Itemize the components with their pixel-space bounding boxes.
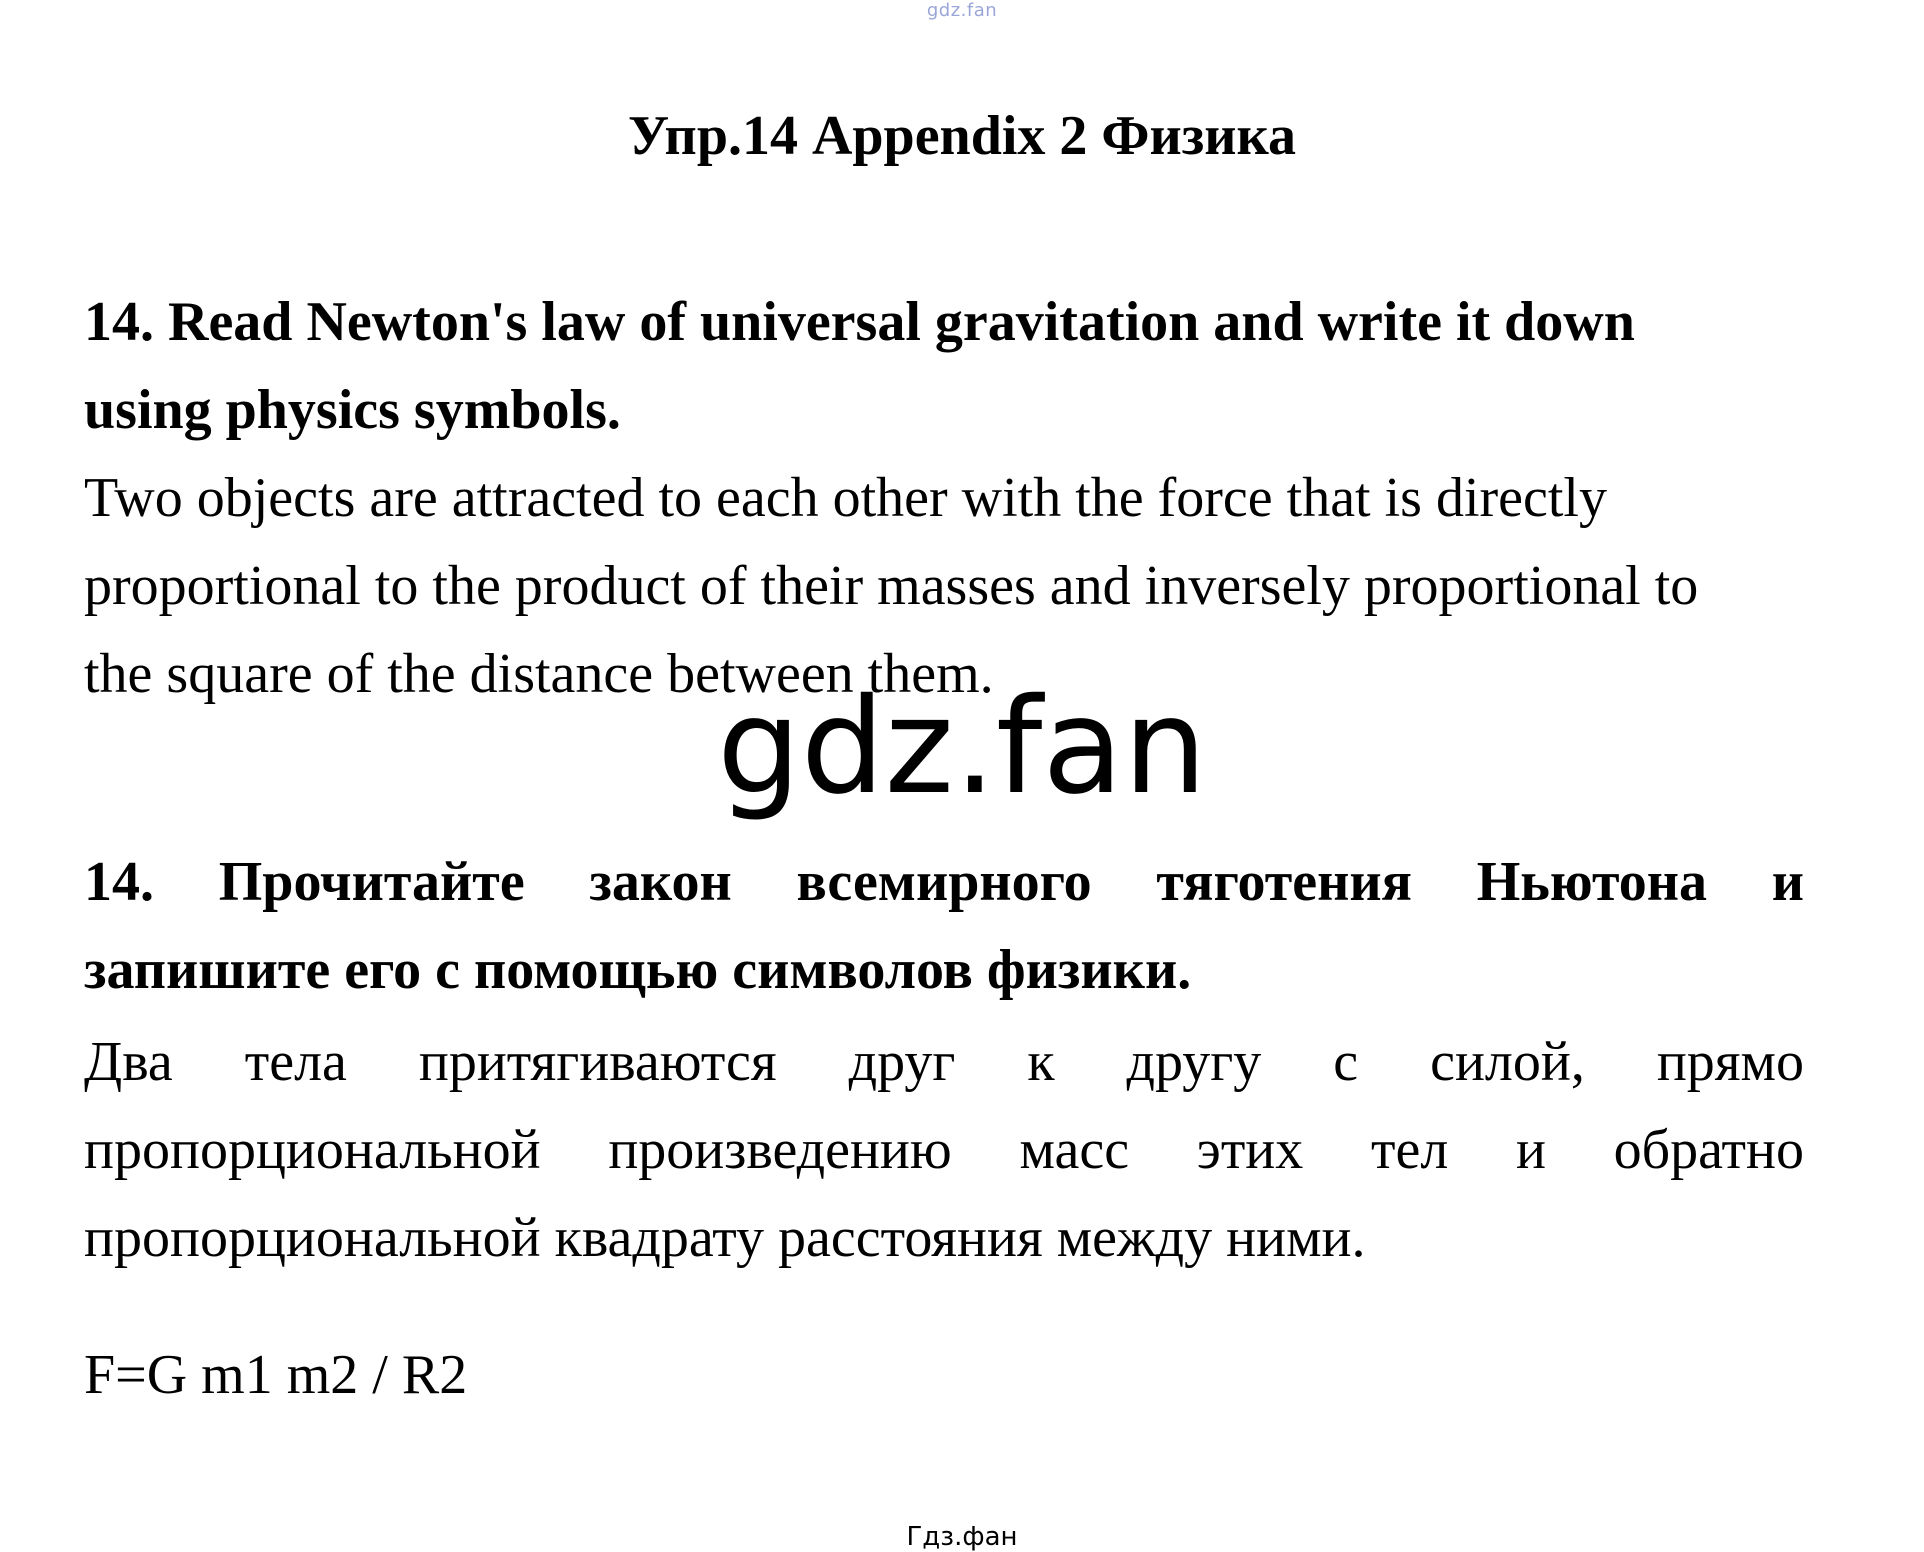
russian-text-line-2: пропорциональной произведению масс этих тел и обратно (84, 1119, 1804, 1181)
russian-text-line-1: Два тела притягиваются друг к другу с силой, прямо (84, 1031, 1804, 1093)
russian-task-line-1: 14. Прочитайте закон всемирного тяготения Ньютона и (84, 851, 1804, 913)
page-title: Упр.14 Appendix 2 Физика (628, 105, 1296, 167)
english-task-heading (84, 278, 1804, 454)
gravitation-formula: F=G m1 m2 / R2 (84, 1344, 468, 1406)
english-task-line-2: using physics symbols. (84, 379, 621, 441)
russian-law-text (84, 1018, 1804, 1282)
english-text-line-3: the square of the distance between them. (84, 643, 994, 705)
russian-task-line-2: запишите его с помощью символов физики. (84, 939, 1192, 1001)
english-task-line-1: 14. Read Newton's law of universal gravitation and write it down (84, 291, 1635, 353)
top-watermark: gdz.fan (926, 0, 998, 21)
russian-task-heading (84, 838, 1804, 1014)
russian-text-line-3: пропорциональной квадрату расстояния между ними. (84, 1207, 1366, 1269)
english-text-line-2: proportional to the product of their masses and inversely proportional to (84, 555, 1699, 617)
footer-label: Гдз.фан (906, 1522, 1018, 1552)
center-watermark: gdz.fan (717, 670, 1207, 824)
english-text-line-1: Two objects are attracted to each other with the force that is directly (84, 467, 1607, 529)
